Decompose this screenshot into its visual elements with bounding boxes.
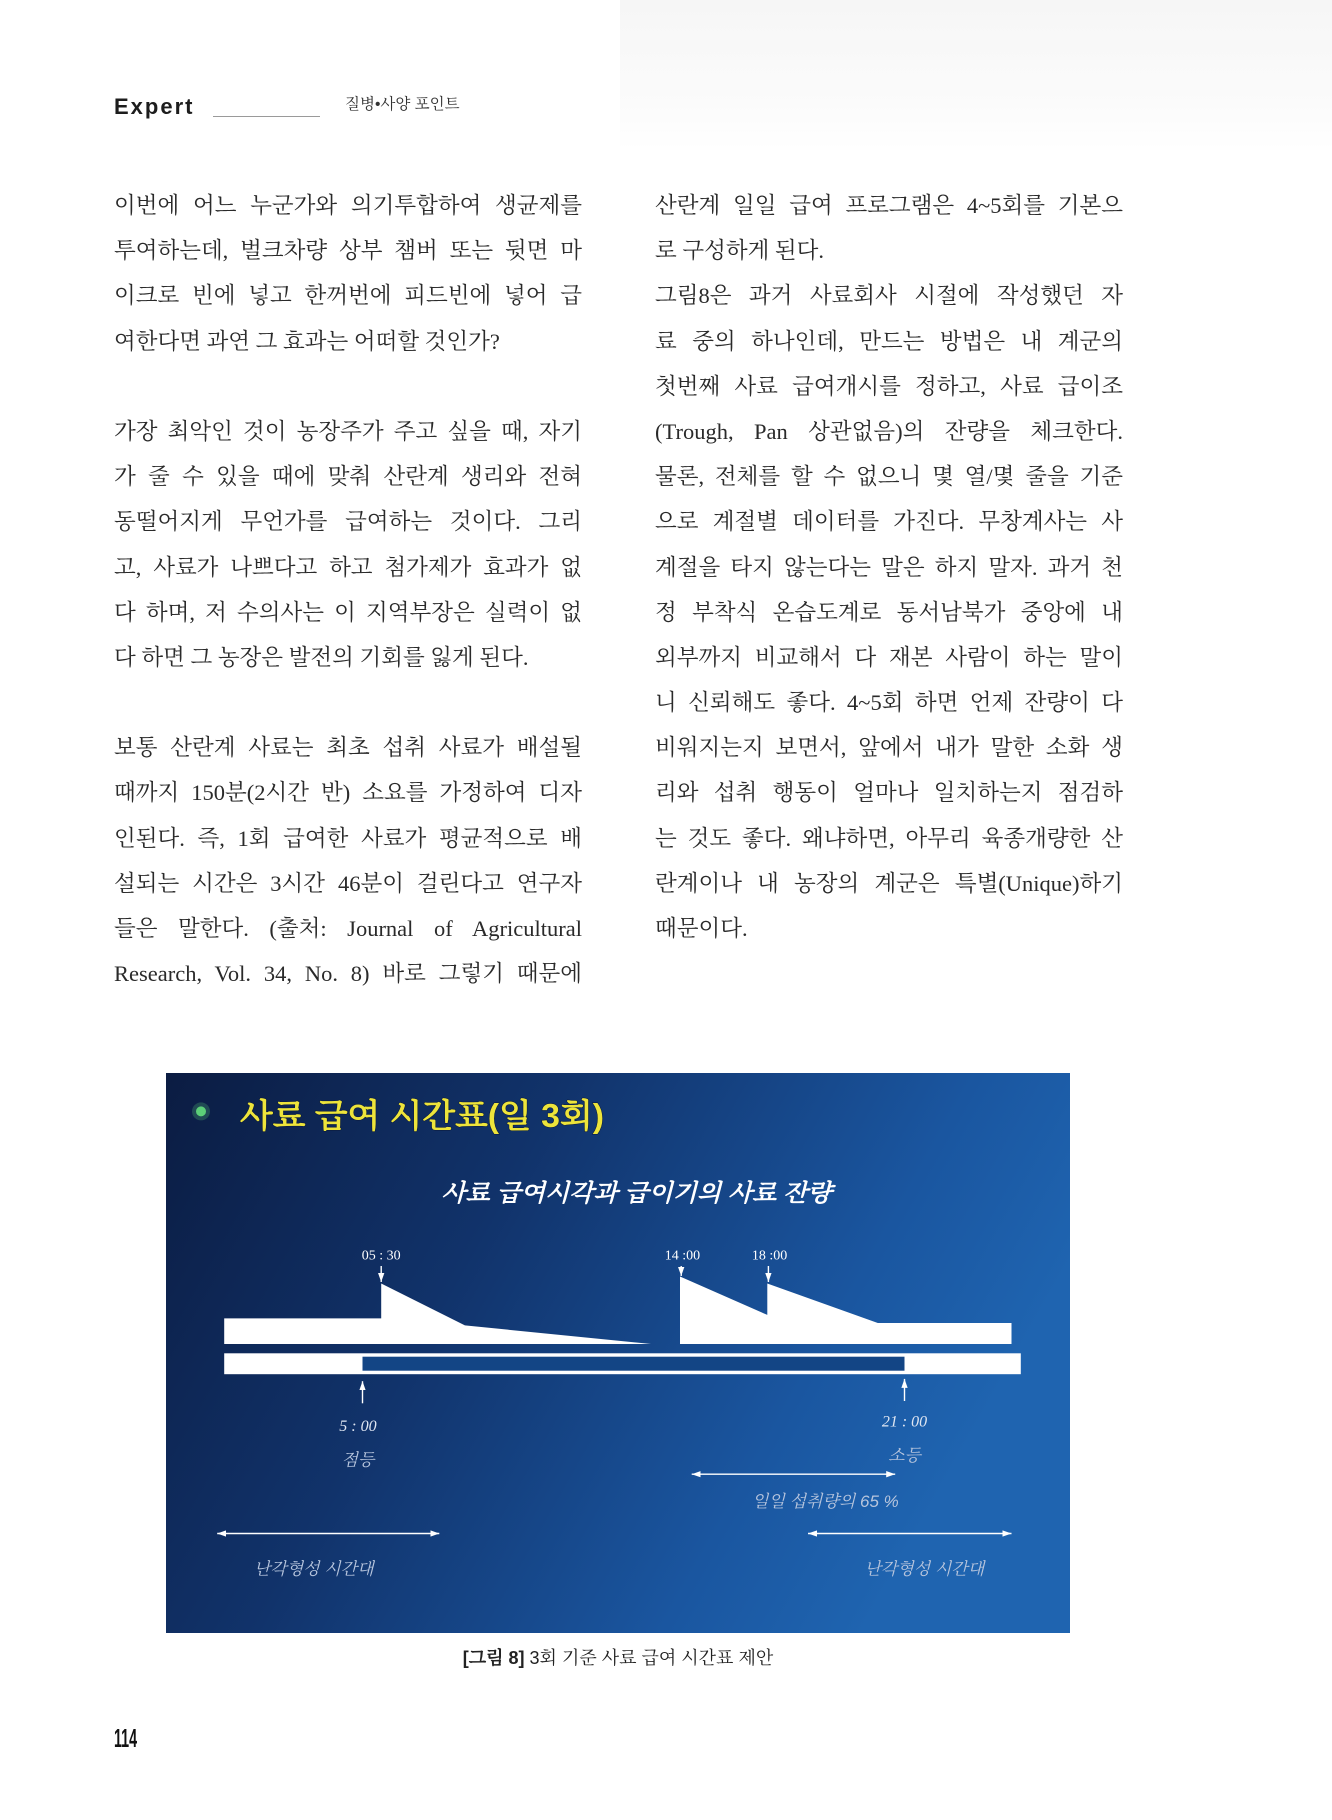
text-line: 는 것도 좋다. 왜냐하면, 아무리 육종개량한 산 bbox=[655, 825, 1123, 851]
text-line: 동떨어지게 무언가를 급여하는 것이다. 그리 bbox=[114, 509, 582, 535]
page-number: 114 bbox=[114, 1723, 138, 1753]
text-line: 첫번째 사료 급여개시를 정하고, 사료 급이조 bbox=[655, 373, 1123, 399]
left-column bbox=[114, 183, 582, 1042]
right-column bbox=[655, 183, 1123, 951]
text-line: 고, 사료가 나쁘다고 하고 첨가제가 효과가 없 bbox=[114, 554, 582, 580]
lights-off-label: 소등 bbox=[888, 1446, 921, 1465]
paragraph bbox=[114, 183, 582, 364]
text-line: 비워지는지 보면서, 앞에서 내가 말한 소화 생 bbox=[655, 735, 1123, 761]
figure-title: 사료 급여 시간표(일 3회) bbox=[240, 1097, 604, 1134]
text-line: 들은 말한다. (출처: Journal of Agricultural bbox=[114, 916, 582, 941]
paragraph bbox=[114, 409, 582, 680]
text-line: (Trough, Pan 상관없음)의 잔량을 체크한다. bbox=[655, 418, 1123, 444]
text-line: 투여하는데, 벌크차량 상부 챔버 또는 뒷면 마 bbox=[114, 238, 582, 264]
bullet-dot-icon bbox=[196, 1106, 206, 1116]
text-line: 리와 섭취 행동이 얼마나 일치하는지 점검하 bbox=[655, 780, 1123, 806]
header-rule bbox=[213, 116, 320, 117]
feeding-schedule-figure bbox=[166, 1073, 1070, 1633]
caption-tag: [그림 8] bbox=[462, 1648, 525, 1668]
text-line: 설되는 시간은 3시간 46분이 걸린다고 연구자 bbox=[114, 870, 582, 896]
paragraph bbox=[655, 183, 1123, 273]
intake-period-label: 일일 섭취량의 65 % bbox=[752, 1492, 899, 1511]
text-line: 물론, 전체를 할 수 없으니 몇 열/몇 줄을 기준 bbox=[655, 464, 1123, 490]
text-line: 산란계 일일 급여 프로그램은 4~5회를 기본으 bbox=[655, 193, 1123, 218]
text-line: 때까지 150분(2시간 반) 소요를 가정하여 디자 bbox=[114, 780, 582, 806]
figure-background bbox=[166, 1073, 1070, 1633]
text-line: 외부까지 비교해서 다 재본 사람이 하는 말이 bbox=[655, 644, 1123, 670]
text-line: 여한다면 과연 그 효과는 어떠할 것인가? bbox=[114, 328, 500, 354]
text-line: 니 신뢰해도 좋다. 4~5회 하면 언제 잔량이 다 bbox=[655, 690, 1123, 716]
feeding-time-label: 18 :00 bbox=[751, 1248, 788, 1264]
feeding-time-label: 05 : 30 bbox=[361, 1248, 401, 1264]
background-decoration bbox=[620, 0, 1332, 150]
text-line: 료 중의 하나인데, 만드는 방법은 내 계군의 bbox=[655, 328, 1123, 354]
text-line: 다 하며, 저 수의사는 이 지역부장은 실력이 없 bbox=[114, 599, 582, 625]
text-line: 가 줄 수 있을 때에 맞춰 산란계 생리와 전혀 bbox=[114, 464, 582, 490]
caption-text: 3회 기준 사료 급여 시간표 제안 bbox=[529, 1648, 774, 1668]
figure-canvas bbox=[166, 1073, 1070, 1633]
text-line: 란계이나 내 농장의 계군은 특별(Unique)하기 bbox=[655, 870, 1123, 896]
feeding-time-label: 14 :00 bbox=[664, 1248, 701, 1264]
text-line: 으로 계절별 데이터를 가진다. 무창계사는 사 bbox=[655, 509, 1123, 535]
text-line: 그림8은 과거 사료회사 시절에 작성했던 자 bbox=[655, 283, 1123, 309]
text-line: Research, Vol. 34, No. 8) 바로 그렇기 때문에 bbox=[114, 961, 582, 987]
magazine-section-brand: Expert bbox=[114, 94, 195, 119]
text-line: 계절을 타지 않는다는 말은 하지 말자. 과거 천 bbox=[655, 554, 1123, 580]
lights-on-label: 점등 bbox=[341, 1450, 375, 1470]
text-line: 보통 산란계 사료는 최초 섭취 사료가 배설될 bbox=[114, 735, 582, 761]
text-line: 정 부착식 온습도계로 동서남북가 중앙에 내 bbox=[655, 599, 1123, 625]
figure-subtitle: 사료 급여시각과 급이기의 사료 잔량 bbox=[441, 1180, 837, 1207]
shell-formation-label: 난각형성 시간대 bbox=[864, 1559, 985, 1579]
text-line: 가장 최악인 것이 농장주가 주고 싶을 때, 자기 bbox=[114, 418, 582, 444]
section-label: 질병•사양 포인트 bbox=[345, 96, 460, 113]
figure-caption bbox=[166, 1647, 1070, 1669]
lights-off-time: 21 : 00 bbox=[881, 1413, 928, 1431]
text-line: 로 구성하게 된다. bbox=[655, 238, 825, 264]
paragraph bbox=[655, 273, 1123, 951]
text-line: 다 하면 그 농장은 발전의 기회를 잃게 된다. bbox=[114, 644, 529, 670]
light-period-bar bbox=[363, 1357, 905, 1371]
text-line: 인된다. 즉, 1회 급여한 사료가 평균적으로 배 bbox=[114, 825, 582, 851]
lights-on-time: 5 : 00 bbox=[339, 1418, 377, 1435]
text-line: 때문이다. bbox=[655, 916, 748, 941]
text-line: 이크로 빈에 넣고 한꺼번에 피드빈에 넣어 급 bbox=[114, 283, 582, 309]
shell-formation-label: 난각형성 시간대 bbox=[253, 1559, 374, 1579]
text-line: 이번에 어느 누군가와 의기투합하여 생균제를 bbox=[114, 193, 582, 218]
paragraph bbox=[114, 725, 582, 996]
